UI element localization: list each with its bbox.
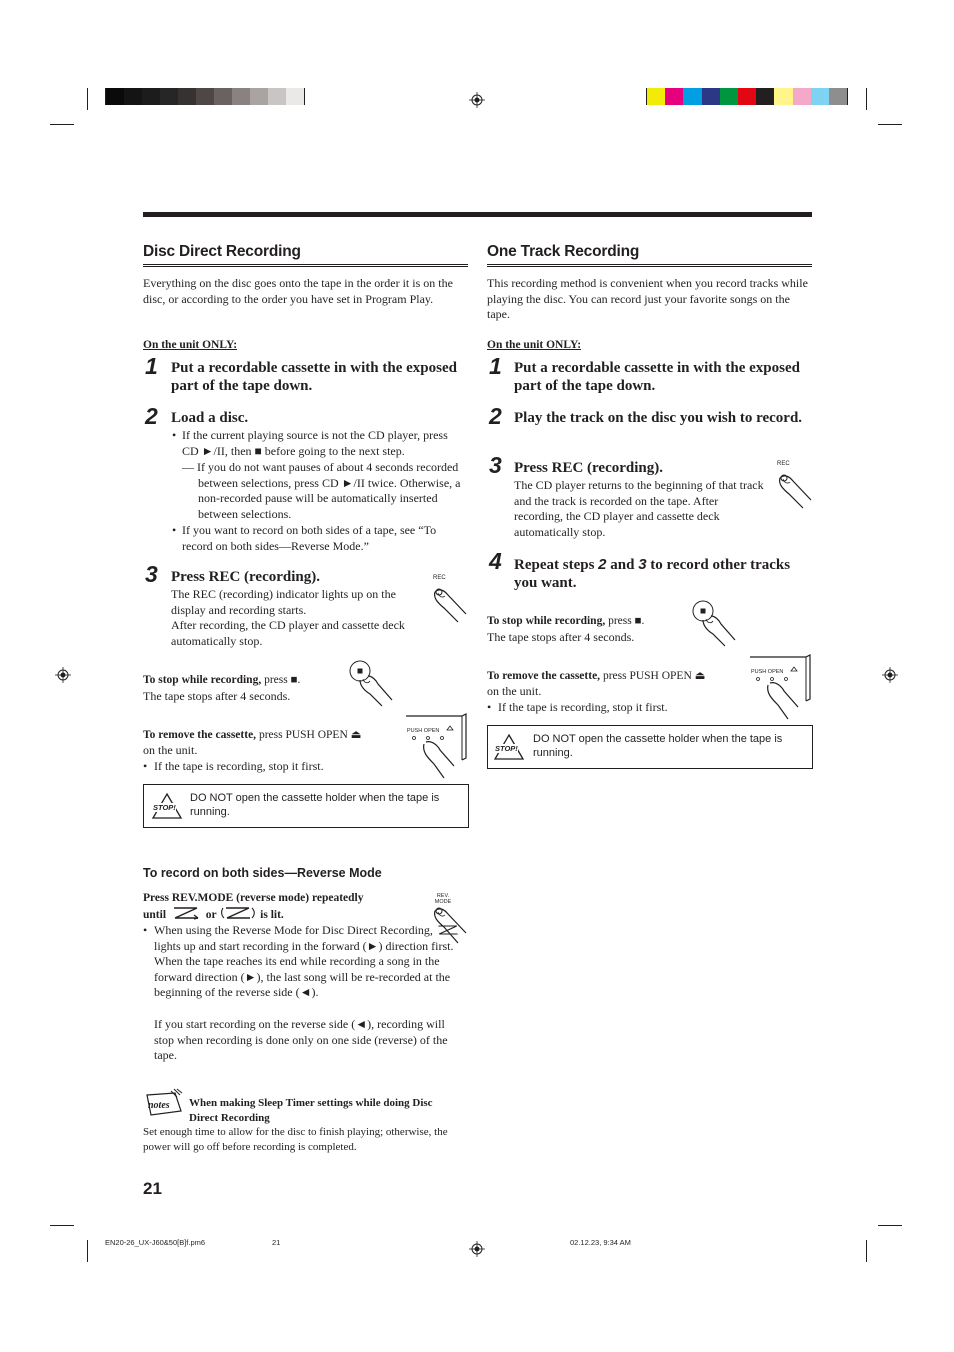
- step-body: After recording, the CD player and cassette deck automatically stop.: [171, 618, 405, 648]
- intro-text: This recording method is convenient when you record tracks while playing the disc. You can record just your favorite songs on the tape.: [487, 276, 808, 322]
- color-swatch: [232, 88, 250, 105]
- reverse-bullet: [143, 923, 465, 1001]
- reverse-note: If you start recording on the reverse side (◄), recording will stop when recording is done only on one side (reverse) of the tape.: [154, 1017, 448, 1063]
- warning-box: [143, 784, 469, 828]
- step-number: 1: [145, 353, 158, 379]
- bullet-text: If the tape is recording, stop it first.: [154, 759, 324, 773]
- step-body: The REC (recording) indicator lights up on the display and recording starts.: [171, 587, 396, 617]
- stop-warning-label: STOP!: [153, 803, 176, 812]
- bullet-item: [171, 523, 463, 554]
- stop-instruction: [143, 673, 300, 689]
- until-text: until: [143, 909, 167, 921]
- color-swatch: [738, 88, 756, 105]
- finger-press-rec-icon: [775, 470, 817, 512]
- step-number: 4: [489, 548, 502, 574]
- color-swatch: [647, 88, 665, 105]
- step-number: 2: [489, 403, 502, 429]
- warning-text: DO NOT open the cassette holder when the tape is running.: [533, 733, 783, 759]
- section-title-rule: [143, 264, 468, 267]
- step-heading: Play the track on the disc you wish to record.: [514, 410, 803, 426]
- color-swatch: [683, 88, 701, 105]
- step-heading: Put a recordable cassette in with the exposed part of the tape down.: [171, 360, 457, 394]
- color-swatch: [702, 88, 720, 105]
- stop-bold: To stop while recording,: [487, 615, 606, 627]
- stop-bold: To stop while recording,: [143, 674, 262, 686]
- crop-mark: [50, 1225, 74, 1226]
- bullet-item: [171, 428, 461, 459]
- bullet-text: If you want to record on both sides of a tape, see “To record on both sides—Reverse Mode.”: [182, 523, 437, 553]
- color-swatch: [829, 88, 847, 105]
- crop-mark: [866, 88, 867, 110]
- stop-instruction: [487, 614, 644, 630]
- push-open-panel-icon: [404, 714, 468, 780]
- color-swatch: [811, 88, 829, 105]
- registration-mark-icon: [469, 1241, 485, 1257]
- remove-bold: To remove the cassette,: [143, 729, 257, 741]
- color-swatch: [268, 88, 286, 105]
- color-swatch: [793, 88, 811, 105]
- bullet-item: [143, 759, 324, 775]
- bullet-text: If the tape is recording, stop it first.: [498, 700, 668, 714]
- step-number: 3: [489, 452, 502, 478]
- step-number: 2: [145, 403, 158, 429]
- bullet: •: [172, 428, 177, 442]
- step-body: The CD player returns to the beginning of that track and the track is recorded on the tape. After recording, the CD player and cassette deck automatically stop.: [514, 478, 764, 539]
- rec-button-label: REC: [777, 461, 790, 467]
- step-heading: Put a recordable cassette in with the exposed part of the tape down.: [514, 360, 800, 394]
- push-open-label: PUSH OPEN: [407, 728, 440, 734]
- warning-text: DO NOT open the cassette holder when the tape is running.: [190, 792, 440, 818]
- stop-note: The tape stops after 4 seconds.: [143, 689, 291, 703]
- push-open-label: PUSH OPEN: [751, 669, 784, 675]
- dash-text: — If you do not want pauses of about 4 seconds recorded between selections, press CD ►/II twice. Otherwise, a non-recorded pause will be automatically inserted between selections.: [182, 460, 461, 521]
- push-open-panel-icon: [748, 655, 812, 721]
- reverse-mode-one-way-icon: [171, 907, 201, 919]
- step-heading: Press REC (recording).: [171, 569, 321, 585]
- section-title-rule: [487, 264, 812, 267]
- step-ref: 3: [638, 556, 647, 573]
- unit-only-label: On the unit ONLY:: [143, 339, 238, 351]
- step-number: 3: [145, 561, 158, 587]
- footer-page: 21: [272, 1238, 281, 1247]
- color-swatch: [286, 88, 304, 105]
- color-swatch: [774, 88, 792, 105]
- step-heading: Press REC (recording).: [514, 460, 664, 476]
- reverse-bullet-text: When using the Reverse Mode for Disc Direct Recording,: [154, 923, 433, 937]
- dash-item: [182, 460, 467, 522]
- step-heading: [514, 556, 809, 592]
- header-rule: [143, 212, 812, 217]
- bullet: •: [143, 923, 148, 937]
- stop-warning-label: STOP!: [495, 744, 518, 753]
- warning-box: [487, 725, 813, 769]
- remove-note: on the unit.: [487, 684, 542, 698]
- remove-instruction: [143, 728, 362, 744]
- is-lit-text: is lit.: [260, 909, 284, 921]
- intro-text: Everything on the disc goes onto the tape in the order it is on the disc, or according to the order you have set in Program Play.: [143, 276, 453, 306]
- finger-press-rec-icon: [430, 584, 472, 626]
- finger-press-stop-icon: [348, 660, 396, 708]
- step-number: 1: [489, 353, 502, 379]
- step-heading: Load a disc.: [171, 410, 249, 426]
- color-swatch: [196, 88, 214, 105]
- or-text: or: [205, 909, 217, 921]
- bullet: •: [172, 523, 177, 537]
- crop-mark: [50, 124, 74, 125]
- footer-file: EN20-26_UX-J60&50[B]f.pm6: [105, 1238, 206, 1247]
- reverse-mode-one-way-icon: [436, 925, 460, 935]
- section-title-disc-direct: Disc Direct Recording: [143, 243, 301, 260]
- finger-press-stop-icon: [691, 600, 739, 648]
- bullet: •: [143, 759, 148, 773]
- step-ref: 2: [598, 556, 607, 573]
- step4-text: and: [606, 557, 639, 573]
- color-swatch: [665, 88, 683, 105]
- color-swatch: [214, 88, 232, 105]
- color-swatch: [178, 88, 196, 105]
- remove-note: on the unit.: [143, 743, 198, 757]
- stop-rest: press ■.: [261, 674, 301, 686]
- color-swatch: [124, 88, 142, 105]
- reverse-instruction-line2: [143, 907, 284, 924]
- reverse-mode-heading: To record on both sides—Reverse Mode: [143, 866, 382, 880]
- crop-mark: [866, 1240, 867, 1262]
- remove-rest: press PUSH OPEN ⏏: [256, 729, 362, 741]
- registration-mark-icon: [55, 667, 71, 683]
- color-swatch: [160, 88, 178, 105]
- stop-note: The tape stops after 4 seconds.: [487, 630, 635, 644]
- color-swatch: [142, 88, 160, 105]
- reverse-bullet-text: lights up and start recording in the forward (►) direction first. When the tape reaches its end while recording a song in the forward direction (►), the last song will be re-recorded at the beginning of the reverse side (◄).: [154, 938, 454, 1000]
- crop-mark: [87, 88, 88, 110]
- notes-label: notes: [148, 1100, 170, 1111]
- color-swatch: [720, 88, 738, 105]
- bullet-text: If the current playing source is not the CD player, press CD ►/II, then ■ before going to the next step.: [182, 428, 448, 458]
- page-number: 21: [143, 1179, 162, 1198]
- crop-mark: [878, 1225, 902, 1226]
- section-title-one-track: One Track Recording: [487, 243, 640, 260]
- remove-instruction: [487, 669, 706, 685]
- registration-mark-icon: [469, 92, 485, 108]
- footer-date: 02.12.23, 9:34 AM: [570, 1238, 631, 1247]
- color-swatch: [250, 88, 268, 105]
- crop-mark: [878, 124, 902, 125]
- bullet: •: [487, 700, 492, 714]
- remove-bold: To remove the cassette,: [487, 670, 601, 682]
- registration-mark-icon: [882, 667, 898, 683]
- color-swatch: [756, 88, 774, 105]
- notes-heading: When making Sleep Timer settings while doing Disc Direct Recording: [189, 1097, 433, 1124]
- bullet-item: [487, 700, 668, 716]
- reverse-instruction: Press REV.MODE (reverse mode) repeatedly: [143, 892, 364, 904]
- unit-only-label: On the unit ONLY:: [487, 339, 582, 351]
- step4-text: to record other tracks you want.: [514, 557, 791, 591]
- remove-rest: press PUSH OPEN ⏏: [600, 670, 706, 682]
- notes-body: Set enough time to allow for the disc to finish playing; otherwise, the power will go off before recording is completed.: [143, 1126, 448, 1153]
- rec-button-label: REC: [433, 575, 446, 581]
- reverse-mode-both-ways-icon: [221, 907, 255, 919]
- stop-rest: press ■.: [605, 615, 645, 627]
- step4-text: Repeat steps: [514, 557, 599, 573]
- crop-mark: [87, 1240, 88, 1262]
- color-swatch: [106, 88, 124, 105]
- rev-mode-button-label: REV. MODE: [434, 893, 452, 905]
